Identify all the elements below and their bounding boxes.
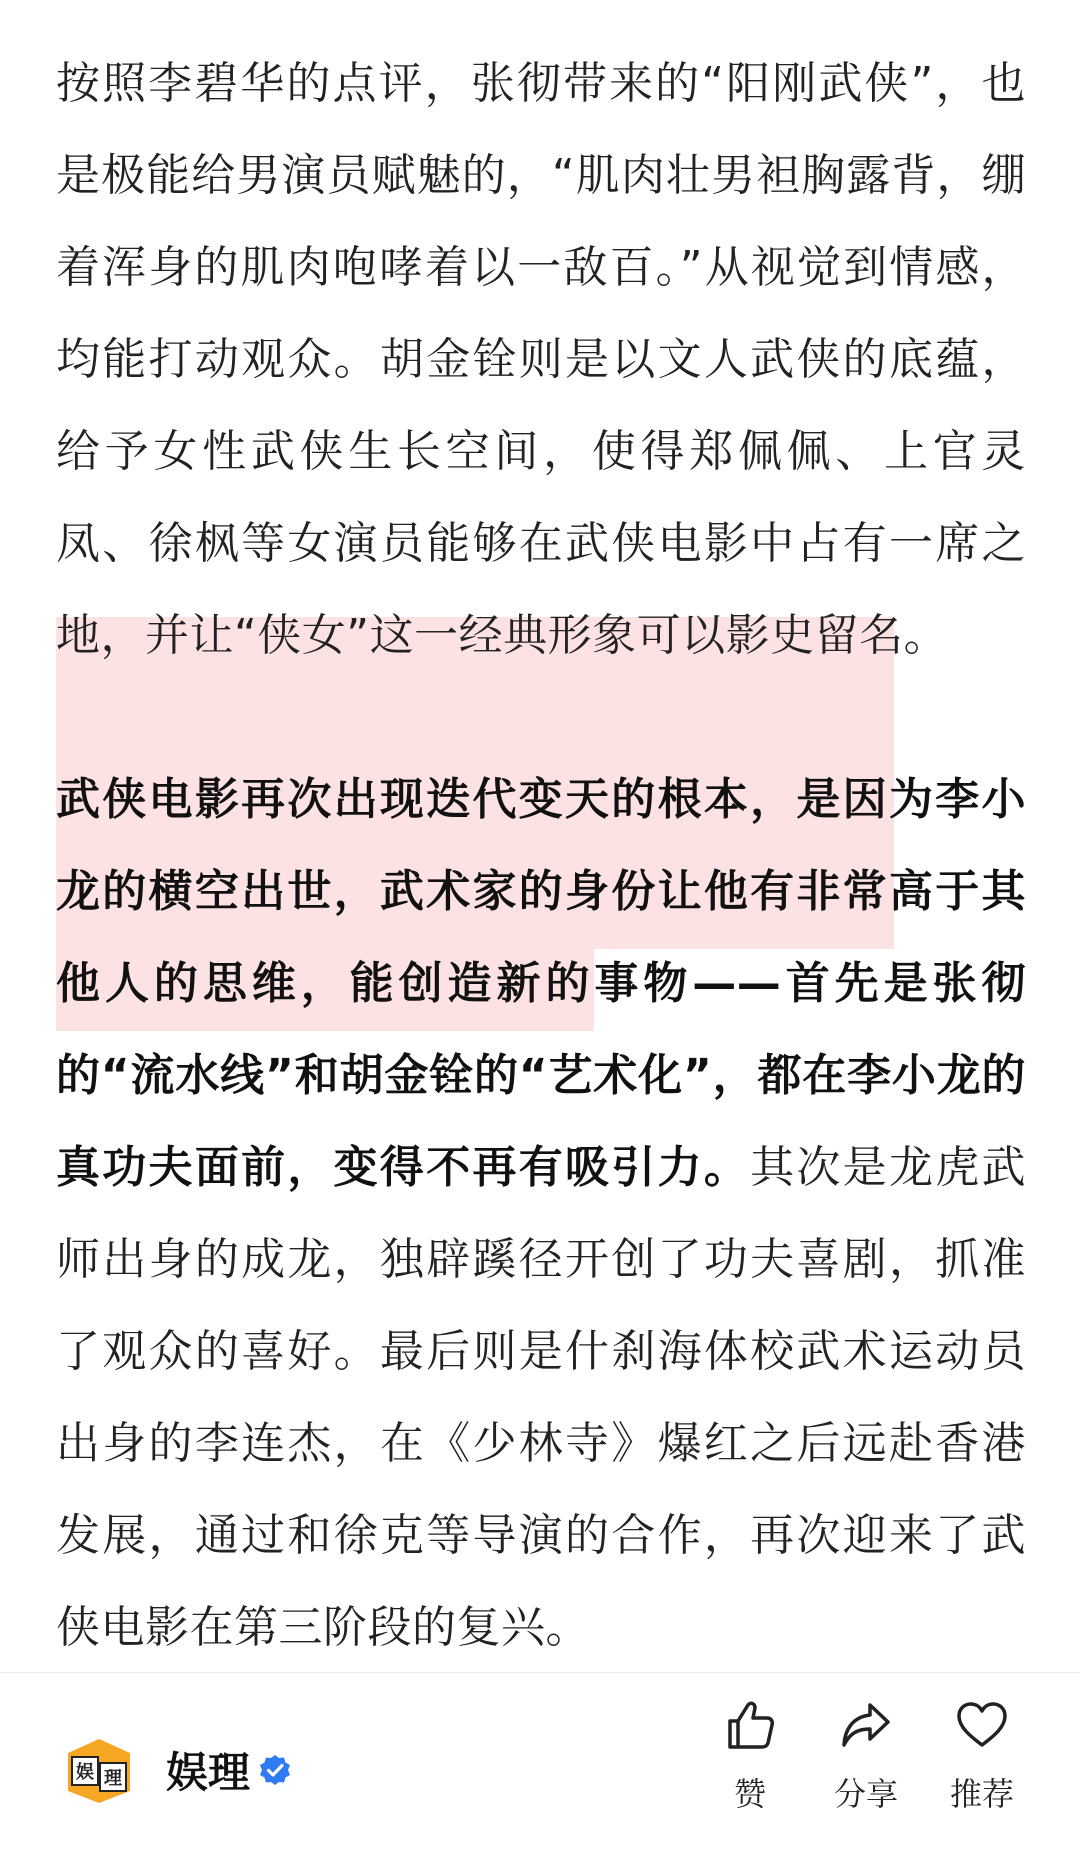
share-icon	[838, 1697, 894, 1753]
heart-icon	[954, 1697, 1010, 1753]
paragraph-2-rest: 其次是龙虎武师出身的成龙，独辟蹊径开创了功夫喜剧，抓准了观众的喜好。最后则是什刹海体校武术运动员出身的李连杰，在《少林寺》爆红之后远赴香港发展，通过和徐克等导演的合作，再次迎来了武侠电影在第三阶段的复兴。	[56, 1142, 1026, 1653]
like-label: 赞	[733, 1775, 766, 1813]
logo-char-2: 理	[104, 1768, 122, 1789]
recommend-label: 推荐	[949, 1775, 1014, 1813]
bottom-action-bar	[0, 1672, 1080, 1861]
like-button[interactable]	[692, 1697, 808, 1815]
author-name[interactable]: 娱理	[166, 1748, 251, 1797]
share-label: 分享	[833, 1775, 898, 1813]
author-info[interactable]	[62, 1733, 292, 1807]
recommend-button[interactable]	[924, 1697, 1040, 1815]
article-body	[56, 38, 1026, 1674]
share-button[interactable]	[808, 1697, 924, 1815]
action-buttons	[692, 1697, 1040, 1815]
paragraph-2	[56, 754, 1026, 1674]
thumbs-up-icon	[722, 1697, 778, 1753]
verified-badge-icon	[258, 1753, 292, 1787]
yuli-logo-icon	[62, 1733, 136, 1807]
logo-char-1: 娱	[76, 1762, 94, 1783]
author-logo[interactable]	[62, 1733, 136, 1807]
highlighted-bold-text: 武侠电影再次出现迭代变天的根本，是因为李小龙的横空出世，武术家的身份让他有非常高于其他人的思维，能创造新的事物——首先是张彻的“流水线”和胡金铨的“艺术化”，都在李小龙的真功夫面前，变得不再有吸引力。	[56, 774, 1026, 1193]
paragraph-1: 按照李碧华的点评，张彻带来的“阳刚武侠”，也是极能给男演员赋魅的，“肌肉壮男袒胸露背，绷着浑身的肌肉咆哮着以一敌百。”从视觉到情感，均能打动观众。胡金铨则是以文人武侠的底蕴，给予女性武侠生长空间，使得郑佩佩、上官灵凤、徐枫等女演员能够在武侠电影中占有一席之地，并让“侠女”这一经典形象可以影史留名。	[56, 58, 1026, 661]
